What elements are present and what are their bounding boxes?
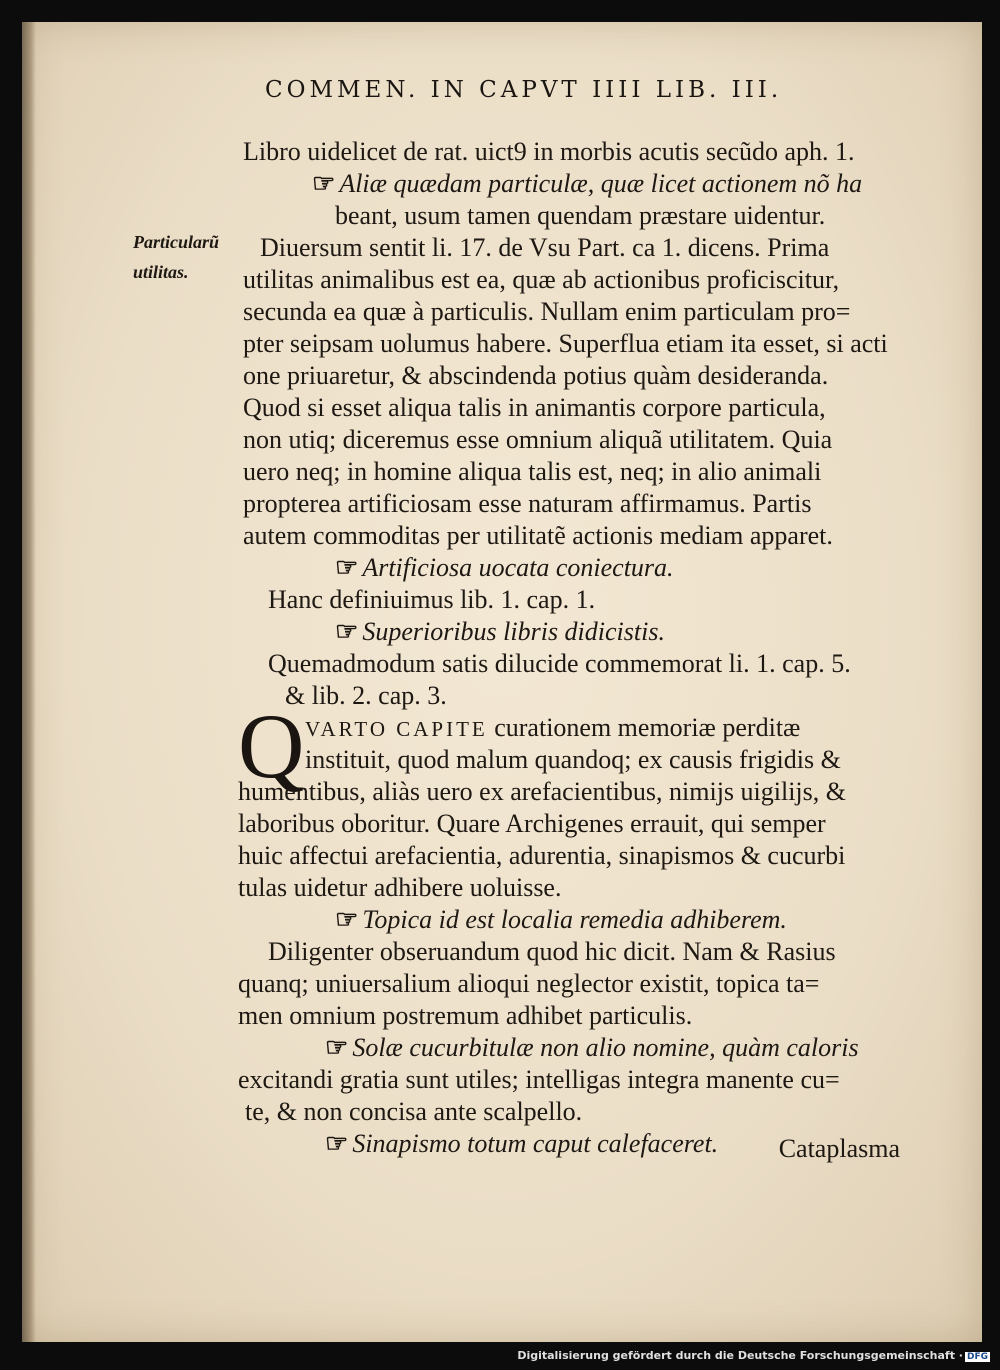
text-line-20: instituit, quod malum quandoq; ex causis frigidis & xyxy=(305,745,841,774)
text-line-24: tulas uidetur adhibere uoluisse. xyxy=(238,873,562,902)
text-line-18: & lib. 2. cap. 3. xyxy=(285,681,447,710)
text-line-1: Libro uidelicet de rat. uict9 in morbis acutis secũdo aph. 1. xyxy=(243,137,855,166)
lemma-line-16: ☞ Superioribus libris didicistis. xyxy=(335,617,665,646)
text-line-4: Diuersum sentit li. 17. de Vsu Part. ca 1. dicens. Prima xyxy=(260,233,830,262)
running-header: COMMEN. IN CAPVT IIII LIB. III. xyxy=(265,77,783,103)
text-line-11: uero neq; in homine aliqua talis est, neq; in alio animali xyxy=(243,457,822,486)
lemma-mark-icon: ☞ xyxy=(335,905,359,934)
lemma-line-14: ☞ Artificiosa uocata coniectura. xyxy=(335,553,674,582)
text-line-23: huic affectui arefacientia, adurentia, sinapismos & cucurbi xyxy=(238,841,846,870)
marginal-note-line-2: utilitas. xyxy=(133,262,189,282)
dfg-logo-icon: DFG xyxy=(966,1352,988,1362)
text-line-6: secunda ea quæ à particulis. Nullam enim particulam pro= xyxy=(243,297,851,326)
text-line-22: laboribus oboritur. Quare Archigenes errauit, qui semper xyxy=(238,809,826,838)
text-line-27: quanq; uniuersalium alioqui neglector existit, topica ta= xyxy=(238,969,820,998)
drop-capital: Q xyxy=(238,695,305,797)
text-line-chapter-opening: VARTO CAPITE curationem memoriæ perditæ xyxy=(305,713,801,742)
text-line-15: Hanc definiuimus lib. 1. cap. 1. xyxy=(268,585,596,614)
text-line-5: utilitas animalibus est ea, quæ ab actionibus proficiscitur, xyxy=(243,265,840,294)
text-line-31: te, & non concisa ante scalpello. xyxy=(245,1097,583,1126)
text-line-8: one priuaretur, & abscindenda potius quàm desideranda. xyxy=(243,361,829,390)
text-line-26: Diligenter obseruandum quod hic dicit. Nam & Rasius xyxy=(268,937,836,966)
text-line-12: propterea artificiosam esse naturam affirmamus. Partis xyxy=(243,489,812,518)
text-line-30: excitandi gratia sunt utiles; intelligas integra manente cu= xyxy=(238,1065,840,1094)
lemma-mark-icon: ☞ xyxy=(335,553,359,582)
lemma-mark-icon: ☞ xyxy=(325,1129,349,1158)
lemma-line-25: ☞ Topica id est localia remedia adhiberem. xyxy=(335,905,787,934)
marginal-note-line-1: Particularũ xyxy=(133,232,220,252)
text-line-3: beant, usum tamen quendam præstare uidentur. xyxy=(335,201,826,230)
chapter-smallcaps: VARTO CAPITE xyxy=(305,717,488,741)
lemma-line-29: ☞ Solæ cucurbitulæ non alio nomine, quàm caloris xyxy=(325,1033,859,1062)
text-line-7: pter seipsam uolumus habere. Superflua etiam ita esset, si acti xyxy=(243,329,888,358)
lemma-line-32: ☞ Sinapismo totum caput calefaceret. xyxy=(325,1129,719,1158)
lemma-line-2: ☞ Aliæ quædam particulæ, quæ licet actionem nõ ha xyxy=(312,169,863,198)
text-line-17: Quemadmodum satis dilucide commemorat li. 1. cap. 5. xyxy=(268,649,851,678)
lemma-mark-icon: ☞ xyxy=(312,169,336,198)
catchword: Cataplasma xyxy=(778,1134,900,1163)
text-line-9: Quod si esset aliqua talis in animantis corpore particula, xyxy=(243,393,826,422)
text-line-28: men omnium postremum adhibet particulis. xyxy=(238,1001,693,1030)
page-spine-shadow xyxy=(22,22,36,1342)
text-line-10: non utiq; diceremus esse omnium aliquã utilitatem. Quia xyxy=(243,425,833,454)
lemma-mark-icon: ☞ xyxy=(335,617,359,646)
lemma-mark-icon: ☞ xyxy=(325,1033,349,1062)
text-line-21: humentibus, aliàs uero ex arefacientibus, nimijs uigilijs, & xyxy=(238,777,846,806)
text-line-13: autem commoditas per utilitatẽ actionis mediam apparet. xyxy=(243,521,833,550)
funding-footer: Digitalisierung gefördert durch die Deutsche Forschungsgemeinschaft · DFG xyxy=(517,1349,988,1362)
